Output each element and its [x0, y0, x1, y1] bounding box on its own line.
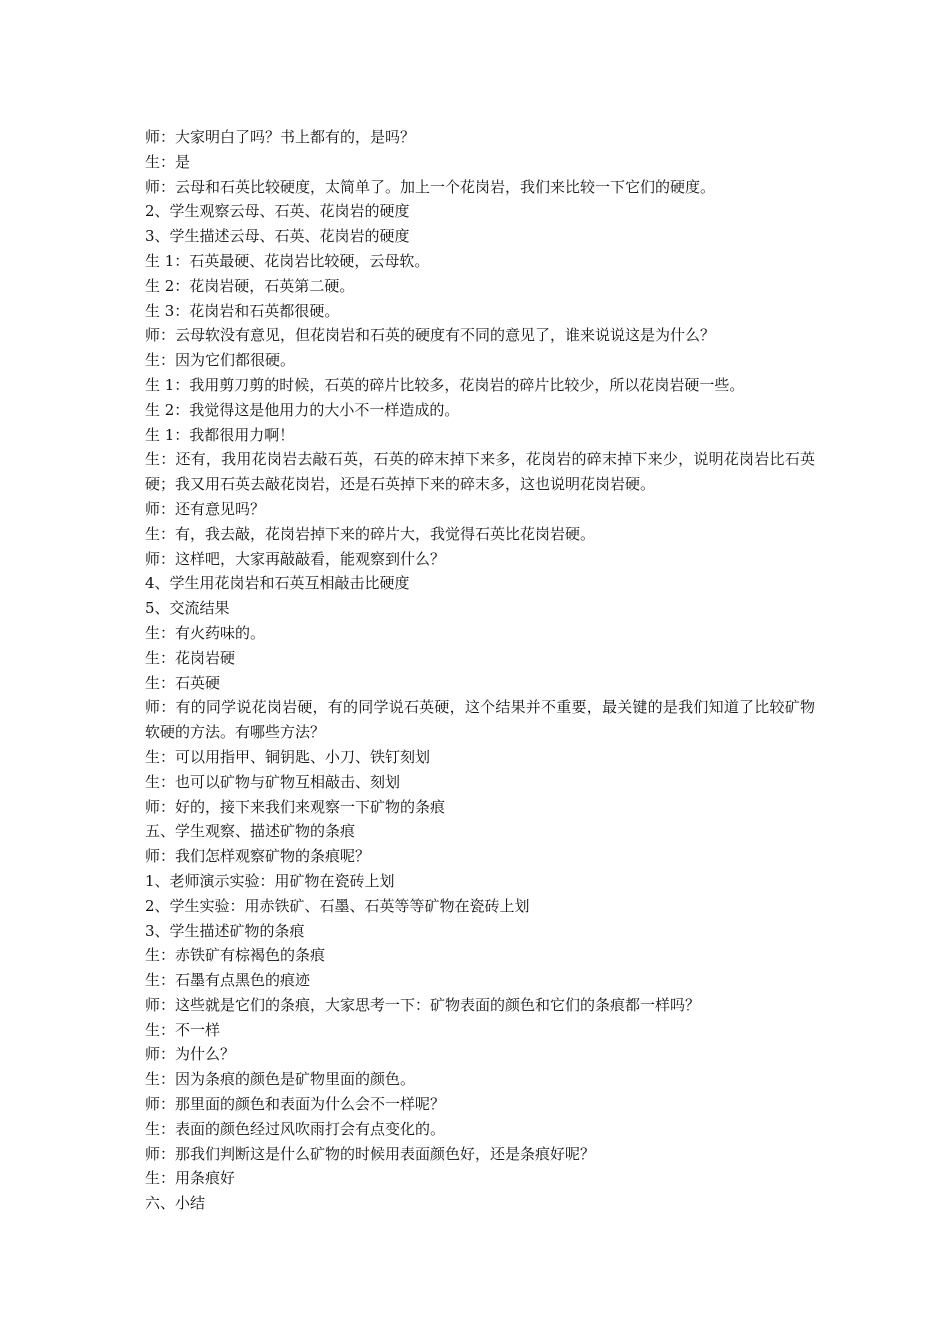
dialogue-line: 生：不一样	[145, 1020, 221, 1039]
dialogue-line: 生：赤铁矿有棕褐色的条痕	[145, 946, 326, 965]
document-body	[145, 125, 815, 1216]
dialogue-line: 生 1：我用剪刀剪的时候，石英的碎片比较多，花岗岩的碎片比较少，所以花岗岩硬一些。	[145, 375, 745, 394]
dialogue-line: 生 3：花岗岩和石英都很硬。	[145, 301, 340, 320]
dialogue-line: 生 1：石英最硬、花岗岩比较硬，云母软。	[145, 251, 430, 270]
dialogue-line: 生：因为条痕的颜色是矿物里面的颜色。	[145, 1070, 416, 1089]
dialogue-line: 生：是	[145, 152, 191, 171]
dialogue-line: 师：云母和石英比较硬度，太简单了。加上一个花岗岩，我们来比较一下它们的硬度。	[145, 177, 716, 196]
dialogue-line: 生：有，我去敲，花岗岩掉下来的碎片大，我觉得石英比花岗岩硬。	[145, 524, 596, 543]
section-heading: 五、学生观察、描述矿物的条痕	[145, 822, 356, 841]
step-line: 2、学生观察云母、石英、花岗岩的硬度	[145, 202, 410, 221]
dialogue-line: 生 1：我都很用力啊！	[145, 425, 295, 444]
step-line: 4、学生用花岗岩和石英互相敲击比硬度	[145, 574, 410, 593]
step-line: 2、学生实验：用赤铁矿、石墨、石英等等矿物在瓷砖上划	[145, 896, 530, 915]
dialogue-line: 师：还有意见吗？	[145, 499, 266, 518]
dialogue-line: 师：为什么？	[145, 1045, 236, 1064]
dialogue-line: 生：石英硬	[145, 673, 221, 692]
dialogue-line: 师：那我们判断这是什么矿物的时候用表面颜色好，还是条痕好呢？	[145, 1144, 596, 1163]
step-line: 3、学生描述矿物的条痕	[145, 921, 305, 940]
dialogue-line: 师：有的同学说花岗岩硬，有的同学说石英硬，这个结果并不重要，最关键的是我们知道了比较矿物软硬的方法。有哪些方法？	[145, 698, 815, 742]
dialogue-line: 生：还有，我用花岗岩去敲石英，石英的碎末掉下来多，花岗岩的碎末掉下来少，说明花岗岩比石英硬；我又用石英去敲花岗岩，还是石英掉下来的碎末多，这也说明花岗岩硬。	[145, 450, 815, 494]
dialogue-line: 生 2：我觉得这是他用力的大小不一样造成的。	[145, 400, 460, 419]
dialogue-line: 生：用条痕好	[145, 1169, 236, 1188]
dialogue-line: 生：因为它们都很硬。	[145, 351, 296, 370]
dialogue-line: 师：这些就是它们的条痕，大家思考一下：矿物表面的颜色和它们的条痕都一样吗？	[145, 995, 701, 1014]
dialogue-line: 师：我们怎样观察矿物的条痕呢？	[145, 847, 371, 866]
dialogue-line: 生：也可以矿物与矿物互相敲击、刻划	[145, 772, 401, 791]
dialogue-line: 生：有火药味的。	[145, 623, 266, 642]
dialogue-line: 生：花岗岩硬	[145, 648, 236, 667]
dialogue-line: 师：云母软没有意见，但花岗岩和石英的硬度有不同的意见了，谁来说说这是为什么？	[145, 326, 716, 345]
dialogue-line: 生：可以用指甲、铜钥匙、小刀、铁钉刻划	[145, 747, 431, 766]
dialogue-line: 师：好的，接下来我们来观察一下矿物的条痕	[145, 797, 446, 816]
section-heading: 六、小结	[145, 1194, 206, 1213]
dialogue-line: 师：这样吧，大家再敲敲看，能观察到什么？	[145, 549, 446, 568]
step-line: 1、老师演示实验：用矿物在瓷砖上划	[145, 871, 395, 890]
dialogue-line: 师：那里面的颜色和表面为什么会不一样呢？	[145, 1095, 446, 1114]
dialogue-line: 师：大家明白了吗？书上都有的，是吗？	[145, 128, 416, 146]
dialogue-line: 生：石墨有点黑色的痕迹	[145, 971, 311, 990]
dialogue-line: 生：表面的颜色经过风吹雨打会有点变化的。	[145, 1119, 446, 1138]
dialogue-line: 生 2：花岗岩硬，石英第二硬。	[145, 276, 355, 295]
step-line: 3、学生描述云母、石英、花岗岩的硬度	[145, 227, 410, 246]
step-line: 5、交流结果	[145, 599, 230, 618]
